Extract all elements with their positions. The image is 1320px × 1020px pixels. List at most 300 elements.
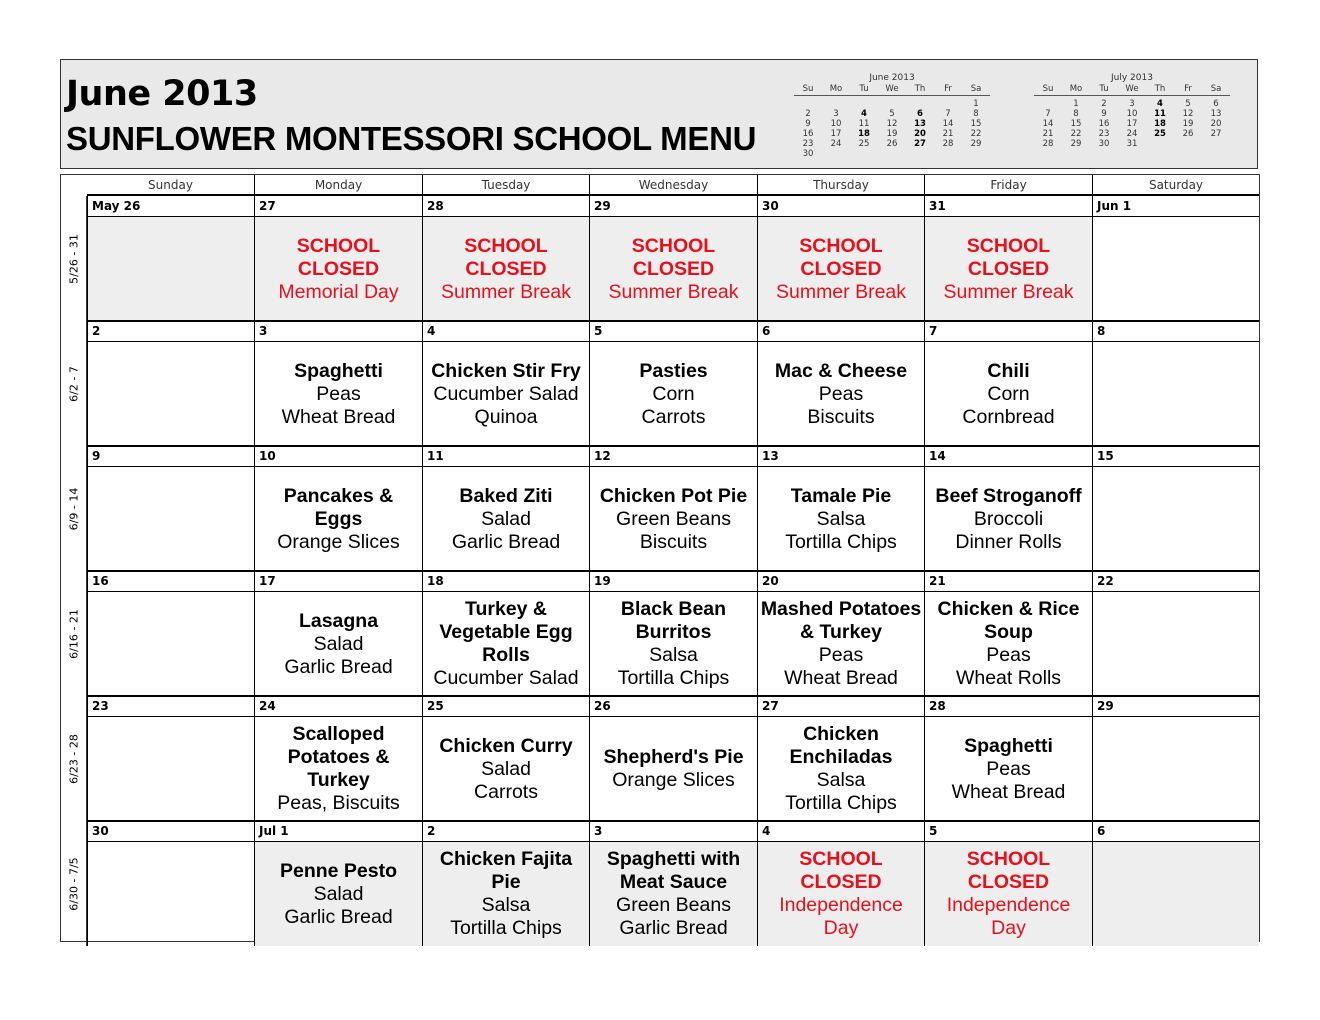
mini-calendar-week bbox=[794, 99, 990, 109]
week-label-cell bbox=[61, 196, 87, 321]
mini-date: 18 bbox=[858, 129, 870, 139]
closure-reason: Day bbox=[991, 917, 1026, 939]
day-menu-cell bbox=[254, 717, 422, 821]
main-dish-line: Penne Pesto bbox=[279, 859, 398, 882]
mini-date: 17 bbox=[1126, 119, 1138, 129]
mini-day-name: Sa bbox=[1210, 84, 1222, 94]
date-number: 11 bbox=[422, 446, 589, 467]
day-menu-cell bbox=[589, 592, 757, 696]
mini-date: 8 bbox=[1073, 109, 1079, 119]
side-dish-line: Broccoli bbox=[973, 507, 1044, 530]
side-dish-line: Salsa bbox=[816, 507, 866, 530]
side-dish-line: Salad bbox=[313, 882, 364, 905]
side-dish-line: Salad bbox=[313, 632, 364, 655]
main-dish-line: Rolls bbox=[482, 644, 530, 666]
date-number: 30 bbox=[87, 821, 254, 842]
date-number: 24 bbox=[254, 696, 422, 717]
day-menu-cell bbox=[422, 592, 589, 696]
main-dish-line: & Turkey bbox=[800, 621, 882, 643]
side-dish-line: Wheat Rolls bbox=[955, 667, 1062, 689]
week-range-label: 6/2 - 7 bbox=[67, 365, 81, 402]
mini-date: 5 bbox=[889, 109, 895, 119]
mini-date bbox=[822, 149, 850, 159]
side-dish-line: Salsa bbox=[649, 644, 698, 666]
mini-date: 25 bbox=[1154, 129, 1166, 139]
side-dish-line: Wheat Bread bbox=[784, 667, 898, 689]
side-dish-line: Salsa bbox=[816, 769, 866, 791]
side-dish-line: Tortilla Chips bbox=[450, 917, 562, 939]
date-number: 23 bbox=[87, 696, 254, 717]
page-title: June 2013 bbox=[66, 74, 258, 114]
date-number: 7 bbox=[924, 321, 1092, 342]
mini-date: 14 bbox=[1042, 119, 1054, 129]
closure-reason: Day bbox=[823, 917, 859, 939]
mini-date: 16 bbox=[802, 129, 814, 139]
school-closed-label: CLOSED bbox=[800, 257, 882, 280]
day-menu-cell bbox=[924, 717, 1092, 821]
mini-date bbox=[878, 149, 906, 159]
side-dish-line: Green Beans bbox=[616, 507, 731, 530]
main-dish-line: Chicken Pot Pie bbox=[599, 484, 748, 507]
date-number: 8 bbox=[1092, 321, 1259, 342]
main-dish-line: Mashed Potatoes bbox=[760, 598, 922, 620]
week-label-cell bbox=[61, 696, 87, 821]
main-dish-line: Vegetable Egg bbox=[439, 621, 573, 643]
school-closed-label: SCHOOL bbox=[799, 234, 883, 257]
mini-date bbox=[1174, 139, 1202, 149]
school-closed-label: CLOSED bbox=[465, 257, 547, 280]
day-menu-cell bbox=[87, 717, 254, 821]
mini-date: 8 bbox=[973, 109, 979, 119]
mini-calendar-week bbox=[1034, 109, 1230, 119]
day-menu-cell bbox=[422, 842, 589, 946]
date-number: 19 bbox=[589, 571, 757, 592]
side-dish-line: Biscuits bbox=[807, 405, 875, 428]
day-menu-cell bbox=[924, 842, 1092, 946]
day-menu-cell bbox=[87, 842, 254, 946]
mini-date: 13 bbox=[914, 119, 926, 129]
mini-date: 2 bbox=[1101, 99, 1107, 109]
closure-reason: Summer Break bbox=[440, 280, 572, 303]
mini-day-name: Th bbox=[1154, 84, 1166, 94]
mini-date: 1 bbox=[1073, 99, 1079, 109]
mini-date: 28 bbox=[942, 139, 954, 149]
mini-date bbox=[1146, 139, 1174, 149]
date-number: 3 bbox=[254, 321, 422, 342]
mini-date: 30 bbox=[1098, 139, 1110, 149]
closure-reason: Independence bbox=[779, 894, 903, 916]
date-number: May 26 bbox=[87, 196, 254, 217]
side-dish-line: Peas bbox=[986, 757, 1031, 780]
main-dish-line: Enchiladas bbox=[789, 746, 893, 768]
mini-date: 21 bbox=[942, 129, 954, 139]
main-dish-line: Black Bean bbox=[620, 598, 727, 620]
main-dish-line: Soup bbox=[984, 621, 1033, 643]
side-dish-line: Garlic Bread bbox=[284, 905, 393, 928]
mini-calendar-week bbox=[1034, 129, 1230, 139]
mini-date: 28 bbox=[1042, 139, 1054, 149]
main-dish-line: Meat Sauce bbox=[619, 871, 728, 893]
school-closed-label: SCHOOL bbox=[966, 234, 1051, 257]
mini-date: 22 bbox=[1070, 129, 1082, 139]
main-dish-line: Chicken Fajita bbox=[439, 848, 573, 870]
mini-date: 20 bbox=[914, 129, 926, 139]
main-dish-line: Lasagna bbox=[298, 609, 379, 632]
mini-calendar-week bbox=[1034, 139, 1230, 149]
week-divider bbox=[87, 445, 1259, 447]
mini-calendar-title: June 2013 bbox=[869, 73, 915, 83]
side-dish-line: Wheat Bread bbox=[281, 405, 396, 428]
mini-calendar-june bbox=[794, 72, 990, 159]
mini-date: 18 bbox=[1154, 119, 1166, 129]
mini-day-name: Fr bbox=[1184, 84, 1192, 94]
side-dish-line: Garlic Bread bbox=[619, 917, 728, 939]
date-number: 10 bbox=[254, 446, 422, 467]
mini-day-name: Fr bbox=[944, 84, 952, 94]
mini-day-name: Th bbox=[914, 84, 926, 94]
mini-date: 29 bbox=[1070, 139, 1082, 149]
day-menu-cell bbox=[422, 342, 589, 446]
mini-date: 11 bbox=[1154, 109, 1166, 119]
main-dish-line: Chili bbox=[987, 359, 1030, 382]
date-number: 16 bbox=[87, 571, 254, 592]
date-number: 4 bbox=[757, 821, 924, 842]
main-dish-line: Tamale Pie bbox=[790, 484, 892, 507]
mini-date bbox=[822, 99, 850, 109]
week-divider bbox=[87, 570, 1259, 572]
day-menu-cell bbox=[254, 467, 422, 571]
side-dish-line: Biscuits bbox=[639, 530, 708, 553]
day-header-saturday: Saturday bbox=[1092, 175, 1259, 196]
side-dish-line: Salsa bbox=[481, 894, 531, 916]
day-menu-cell bbox=[87, 342, 254, 446]
main-dish-line: Spaghetti with bbox=[606, 848, 741, 870]
main-dish-line: Baked Ziti bbox=[459, 484, 553, 507]
mini-date: 15 bbox=[1070, 119, 1082, 129]
school-closed-label: CLOSED bbox=[800, 871, 882, 893]
mini-date: 23 bbox=[802, 139, 814, 149]
calendar-grid bbox=[60, 174, 1260, 942]
main-dish-line: Scalloped bbox=[292, 723, 385, 745]
week-range-label: 6/30 - 7/5 bbox=[67, 856, 81, 911]
mini-date: 25 bbox=[858, 139, 870, 149]
mini-date: 2 bbox=[805, 109, 811, 119]
mini-date bbox=[794, 99, 822, 109]
school-closed-label: CLOSED bbox=[632, 257, 715, 280]
mini-date: 6 bbox=[1213, 99, 1219, 109]
mini-date: 24 bbox=[830, 139, 842, 149]
week-label-cell bbox=[61, 321, 87, 446]
mini-calendar-week bbox=[794, 139, 990, 149]
mini-calendar-title: July 2013 bbox=[1111, 73, 1153, 83]
date-number: Jul 1 bbox=[254, 821, 422, 842]
main-dish-line: Beef Stroganoff bbox=[935, 484, 1082, 507]
mini-date bbox=[906, 99, 934, 109]
mini-date: 22 bbox=[970, 129, 982, 139]
side-dish-line: Salad bbox=[481, 507, 531, 530]
day-menu-cell bbox=[589, 342, 757, 446]
day-header-friday: Friday bbox=[924, 175, 1092, 196]
side-dish-line: Tortilla Chips bbox=[617, 667, 730, 689]
mini-date: 31 bbox=[1126, 139, 1138, 149]
day-menu-cell bbox=[757, 217, 924, 321]
main-dish-line: Chicken Curry bbox=[439, 734, 573, 757]
day-menu-cell bbox=[924, 342, 1092, 446]
day-header-wednesday: Wednesday bbox=[589, 175, 757, 196]
day-menu-cell bbox=[87, 592, 254, 696]
mini-date bbox=[1202, 139, 1230, 149]
side-dish-line: Peas bbox=[818, 382, 864, 405]
date-number: Jun 1 bbox=[1092, 196, 1259, 217]
date-number: 3 bbox=[589, 821, 757, 842]
mini-date: 19 bbox=[1182, 119, 1194, 129]
date-number: 26 bbox=[589, 696, 757, 717]
school-closed-label: SCHOOL bbox=[464, 234, 548, 257]
date-number: 28 bbox=[422, 196, 589, 217]
date-number: 4 bbox=[422, 321, 589, 342]
day-header-sunday: Sunday bbox=[87, 175, 254, 196]
day-menu-cell bbox=[757, 717, 924, 821]
side-dish-line: Corn bbox=[987, 382, 1030, 405]
side-dish-line: Peas bbox=[986, 644, 1031, 666]
mini-date bbox=[934, 99, 962, 109]
date-number: 15 bbox=[1092, 446, 1259, 467]
side-dish-line: Corn bbox=[652, 382, 695, 405]
date-number: 2 bbox=[422, 821, 589, 842]
mini-day-name: Su bbox=[1042, 84, 1054, 94]
day-menu-cell bbox=[1092, 467, 1259, 571]
day-menu-cell bbox=[1092, 342, 1259, 446]
mini-date: 14 bbox=[942, 119, 954, 129]
main-dish-line: Mac & Cheese bbox=[774, 359, 908, 382]
mini-date: 10 bbox=[830, 119, 842, 129]
day-menu-cell bbox=[422, 467, 589, 571]
mini-date: 12 bbox=[1182, 109, 1194, 119]
school-closed-label: SCHOOL bbox=[631, 234, 716, 257]
closure-reason: Summer Break bbox=[943, 280, 1074, 303]
date-number: 9 bbox=[87, 446, 254, 467]
day-menu-cell bbox=[1092, 842, 1259, 946]
main-dish-line: Burritos bbox=[635, 621, 712, 643]
day-header-thursday: Thursday bbox=[757, 175, 924, 196]
mini-date: 27 bbox=[1210, 129, 1222, 139]
side-dish-line: Dinner Rolls bbox=[955, 530, 1062, 553]
mini-date: 23 bbox=[1098, 129, 1110, 139]
main-dish-line: Eggs bbox=[314, 507, 363, 530]
mini-date bbox=[934, 149, 962, 159]
side-dish-line: Orange Slices bbox=[277, 530, 400, 553]
school-closed-label: CLOSED bbox=[967, 871, 1050, 893]
side-dish-line: Cucumber Salad bbox=[433, 382, 579, 405]
main-dish-line: Potatoes & bbox=[287, 746, 390, 768]
day-menu-cell bbox=[254, 842, 422, 946]
mini-calendar-july bbox=[1034, 72, 1230, 149]
date-number: 27 bbox=[757, 696, 924, 717]
side-dish-line: Quinoa bbox=[474, 405, 538, 428]
mini-date bbox=[878, 99, 906, 109]
mini-calendar-day-header bbox=[794, 84, 990, 96]
side-dish-line: Orange Slices bbox=[612, 769, 735, 791]
day-menu-cell bbox=[589, 467, 757, 571]
mini-date: 12 bbox=[886, 119, 898, 129]
main-dish-line: Pie bbox=[491, 871, 521, 893]
side-dish-line: Tortilla Chips bbox=[785, 530, 897, 553]
mini-date: 13 bbox=[1210, 109, 1222, 119]
date-number: 6 bbox=[757, 321, 924, 342]
mini-date: 7 bbox=[945, 109, 951, 119]
side-dish-line: Carrots bbox=[641, 405, 706, 428]
mini-day-name: We bbox=[1125, 84, 1139, 94]
main-dish-line: Chicken & Rice bbox=[937, 598, 1080, 620]
mini-date bbox=[850, 99, 878, 109]
mini-date: 4 bbox=[1157, 99, 1163, 109]
date-number: 14 bbox=[924, 446, 1092, 467]
side-dish-line: Tortilla Chips bbox=[785, 792, 897, 814]
date-number: 31 bbox=[924, 196, 1092, 217]
main-dish-line: Pasties bbox=[639, 359, 708, 382]
date-number: 13 bbox=[757, 446, 924, 467]
side-dish-line: Salad bbox=[481, 757, 531, 780]
day-menu-cell bbox=[924, 467, 1092, 571]
side-dish-line: Wheat Bread bbox=[951, 780, 1066, 803]
mini-date: 21 bbox=[1042, 129, 1054, 139]
day-menu-cell bbox=[1092, 217, 1259, 321]
mini-date: 7 bbox=[1045, 109, 1051, 119]
week-divider bbox=[87, 695, 1259, 697]
day-menu-cell bbox=[757, 342, 924, 446]
date-number: 28 bbox=[924, 696, 1092, 717]
date-number: 5 bbox=[924, 821, 1092, 842]
mini-day-name: Su bbox=[802, 84, 814, 94]
mini-date: 19 bbox=[886, 129, 898, 139]
mini-day-name: Sa bbox=[970, 84, 982, 94]
mini-date: 9 bbox=[805, 119, 811, 129]
school-closed-label: SCHOOL bbox=[799, 848, 883, 870]
day-menu-cell bbox=[589, 217, 757, 321]
mini-date: 5 bbox=[1185, 99, 1191, 109]
closure-reason: Memorial Day bbox=[278, 280, 399, 303]
closure-reason: Summer Break bbox=[775, 280, 907, 303]
date-number: 5 bbox=[589, 321, 757, 342]
mini-date bbox=[906, 149, 934, 159]
closure-reason: Summer Break bbox=[608, 280, 739, 303]
day-menu-cell bbox=[589, 717, 757, 821]
main-dish-line: Chicken Stir Fry bbox=[431, 359, 581, 382]
main-dish-line: Pancakes & bbox=[283, 484, 394, 507]
date-number: 17 bbox=[254, 571, 422, 592]
day-menu-cell bbox=[87, 467, 254, 571]
week-label-cell bbox=[61, 821, 87, 946]
mini-calendar-week bbox=[794, 119, 990, 129]
mini-date: 27 bbox=[914, 139, 926, 149]
mini-date: 6 bbox=[917, 109, 923, 119]
week-range-label: 6/23 - 28 bbox=[67, 733, 81, 784]
mini-calendar-day-header bbox=[1034, 84, 1230, 96]
main-dish-line: Chicken bbox=[803, 723, 879, 745]
day-menu-cell bbox=[757, 842, 924, 946]
main-dish-line: Shepherd's Pie bbox=[603, 746, 744, 768]
day-menu-cell bbox=[924, 217, 1092, 321]
week-divider bbox=[87, 320, 1259, 322]
mini-date: 26 bbox=[886, 139, 898, 149]
week-label-cell bbox=[61, 446, 87, 571]
mini-calendar-week bbox=[794, 109, 990, 119]
day-menu-cell bbox=[254, 592, 422, 696]
side-dish-line: Peas bbox=[316, 382, 361, 405]
mini-day-name: We bbox=[885, 84, 899, 94]
mini-day-name: Tu bbox=[859, 84, 869, 94]
week-label-cell bbox=[61, 571, 87, 696]
side-dish-line: Carrots bbox=[474, 780, 538, 803]
mini-date: 30 bbox=[802, 149, 814, 159]
date-number: 29 bbox=[589, 196, 757, 217]
mini-date: 1 bbox=[973, 99, 979, 109]
side-dish-line: Cornbread bbox=[962, 405, 1055, 428]
side-dish-line: Cucumber Salad bbox=[433, 667, 579, 689]
date-number: 29 bbox=[1092, 696, 1259, 717]
school-closed-label: CLOSED bbox=[967, 257, 1050, 280]
closure-reason: Independence bbox=[946, 894, 1071, 916]
calendar-header bbox=[60, 59, 1258, 169]
mini-date: 15 bbox=[970, 119, 982, 129]
main-dish-line: Turkey & bbox=[465, 598, 547, 620]
date-number: 12 bbox=[589, 446, 757, 467]
date-number: 6 bbox=[1092, 821, 1259, 842]
date-number: 22 bbox=[1092, 571, 1259, 592]
day-menu-cell bbox=[422, 717, 589, 821]
mini-date: 17 bbox=[830, 129, 842, 139]
mini-date bbox=[1034, 99, 1062, 109]
mini-date: 20 bbox=[1210, 119, 1222, 129]
side-dish-line: Garlic Bread bbox=[284, 655, 393, 678]
day-menu-cell bbox=[254, 342, 422, 446]
day-header-tuesday: Tuesday bbox=[422, 175, 589, 196]
day-menu-cell bbox=[87, 217, 254, 321]
mini-date: 11 bbox=[858, 119, 870, 129]
day-menu-cell bbox=[924, 592, 1092, 696]
date-number: 30 bbox=[757, 196, 924, 217]
mini-date: 24 bbox=[1126, 129, 1138, 139]
week-range-label: 6/16 - 21 bbox=[67, 608, 81, 659]
date-number: 21 bbox=[924, 571, 1092, 592]
side-dish-line: Peas, Biscuits bbox=[277, 792, 400, 814]
day-header-monday: Monday bbox=[254, 175, 422, 196]
mini-date: 26 bbox=[1182, 129, 1194, 139]
mini-day-name: Tu bbox=[1099, 84, 1109, 94]
mini-date: 3 bbox=[1129, 99, 1135, 109]
side-dish-line: Garlic Bread bbox=[451, 530, 561, 553]
day-menu-cell bbox=[422, 217, 589, 321]
day-menu-cell bbox=[1092, 592, 1259, 696]
side-dish-line: Green Beans bbox=[616, 894, 731, 916]
school-closed-label: SCHOOL bbox=[966, 848, 1051, 870]
week-range-label: 5/26 - 31 bbox=[67, 233, 81, 284]
mini-date bbox=[850, 149, 878, 159]
date-number: 20 bbox=[757, 571, 924, 592]
day-menu-cell bbox=[1092, 717, 1259, 821]
mini-date: 29 bbox=[970, 139, 982, 149]
day-menu-cell bbox=[757, 467, 924, 571]
day-menu-cell bbox=[589, 842, 757, 946]
school-closed-label: CLOSED bbox=[297, 257, 380, 280]
mini-calendar-week bbox=[1034, 119, 1230, 129]
mini-date: 3 bbox=[833, 109, 839, 119]
date-number: 25 bbox=[422, 696, 589, 717]
mini-calendar-week bbox=[794, 129, 990, 139]
day-menu-cell bbox=[254, 217, 422, 321]
date-number: 2 bbox=[87, 321, 254, 342]
mini-day-name: Mo bbox=[1069, 84, 1083, 94]
